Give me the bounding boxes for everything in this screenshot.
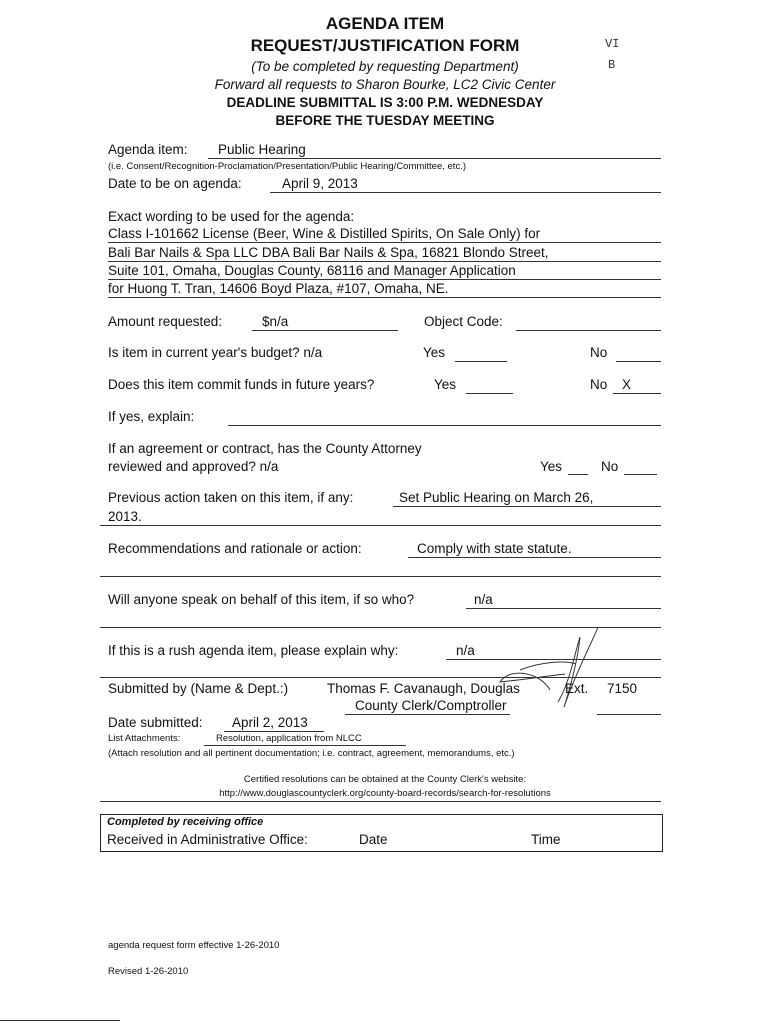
exact-wording-label: Exact wording to be used for the agenda: xyxy=(108,209,355,224)
agenda-item-hint: (i.e. Consent/Recognition-Proclamation/Presentation/Public Hearing/Committee, etc.) xyxy=(108,161,466,172)
future-funds-no-mark[interactable]: X xyxy=(622,377,632,392)
recommendations-rule-2 xyxy=(100,576,661,577)
submitted-by-dept-rule xyxy=(345,714,510,715)
budget-yes-label: Yes xyxy=(423,345,446,360)
attachments-note: (Attach resolution and all pertinent documentation; i.e. contract, agreement, memorandums, etc.) xyxy=(108,748,515,759)
footer-effective: agenda request form effective 1-26-2010 xyxy=(108,940,280,951)
exact-wording-line-1[interactable]: Class I-101662 License (Beer, Wine & Distilled Spirits, On Sale Only) for xyxy=(108,226,541,241)
exact-wording-rule-2 xyxy=(108,261,661,262)
agreement-no-field[interactable] xyxy=(624,474,657,475)
future-funds-question: Does this item commit funds in future years? xyxy=(108,377,375,392)
previous-action-label: Previous action taken on this item, if any: xyxy=(108,490,354,505)
exact-wording-rule-1 xyxy=(108,242,661,243)
form-subtitle: REQUEST/JUSTIFICATION FORM xyxy=(250,36,520,55)
receiving-office-box xyxy=(100,814,663,852)
agenda-item-line xyxy=(208,158,661,159)
margin-mark-2: B xyxy=(608,58,616,72)
budget-no-label: No xyxy=(590,345,608,360)
submitted-by-label: Submitted by (Name & Dept.:) xyxy=(108,681,289,696)
future-funds-no-label: No xyxy=(590,377,608,392)
attachments-label: List Attachments: xyxy=(108,733,181,744)
submitted-by-name[interactable]: Thomas F. Cavanaugh, Douglas xyxy=(327,681,520,696)
budget-no-field[interactable] xyxy=(616,361,661,362)
certified-url[interactable]: http://www.douglascountyclerk.org/county-board-records/search-for-resolutions xyxy=(219,788,551,799)
exact-wording-line-3[interactable]: Suite 101, Omaha, Douglas County, 68116 and Manager Application xyxy=(108,263,516,278)
form-title: AGENDA ITEM xyxy=(325,14,445,33)
certified-note: Certified resolutions can be obtained at the County Clerk's website: xyxy=(243,774,527,785)
agreement-yes-field[interactable] xyxy=(568,474,588,475)
speakers-rule-1 xyxy=(466,608,661,609)
date-submitted-label: Date submitted: xyxy=(108,715,203,730)
attachments-value[interactable]: Resolution, application from NLCC xyxy=(216,733,362,744)
submitted-by-ext-label: Ext. xyxy=(565,681,589,696)
amount-line xyxy=(252,330,398,331)
exact-wording-line-2[interactable]: Bali Bar Nails & Spa LLC DBA Bali Bar Nails & Spa, 16821 Blondo Street, xyxy=(108,245,549,260)
previous-action-value-1[interactable]: Set Public Hearing on March 26, xyxy=(399,490,594,505)
previous-action-value-2[interactable]: 2013. xyxy=(108,509,142,524)
budget-question: Is item in current year's budget? n/a xyxy=(108,345,323,360)
previous-action-rule-2 xyxy=(100,525,661,526)
object-code-field[interactable] xyxy=(516,330,661,331)
submitted-by-ext-rule xyxy=(597,714,661,715)
agenda-item-value[interactable]: Public Hearing xyxy=(218,142,306,157)
date-submitted-rule xyxy=(224,731,324,732)
exact-wording-rule-4 xyxy=(108,297,661,298)
amount-label: Amount requested: xyxy=(108,314,223,329)
future-funds-yes-label: Yes xyxy=(434,377,457,392)
agreement-no-label: No xyxy=(601,459,619,474)
instruction-line-1: (To be completed by requesting Department) xyxy=(251,59,519,74)
exact-wording-rule-3 xyxy=(108,279,661,280)
submitted-by-dept[interactable]: County Clerk/Comptroller xyxy=(355,698,507,713)
received-label: Received in Administrative Office: xyxy=(107,832,308,847)
amount-value[interactable]: $n/a xyxy=(262,314,289,329)
recommendations-label: Recommendations and rationale or action: xyxy=(108,541,362,556)
exact-wording-line-4[interactable]: for Huong T. Tran, 14606 Boyd Plaza, #107, Omaha, NE. xyxy=(108,281,449,296)
date-on-agenda-line xyxy=(270,192,661,193)
agenda-item-label: Agenda item: xyxy=(108,142,188,157)
if-yes-field[interactable] xyxy=(228,425,661,426)
page-bottom-rule xyxy=(0,1020,120,1021)
date-submitted-value[interactable]: April 2, 2013 xyxy=(232,715,308,730)
rush-value[interactable]: n/a xyxy=(456,643,475,658)
future-funds-no-field xyxy=(613,393,661,394)
instruction-line-2: Forward all requests to Sharon Bourke, LC2 Civic Center xyxy=(214,77,556,92)
certified-rule xyxy=(100,801,661,802)
received-date-label[interactable]: Date xyxy=(359,832,388,847)
deadline-line-1: DEADLINE SUBMITTAL IS 3:00 P.M. WEDNESDAY xyxy=(226,95,544,110)
recommendations-value[interactable]: Comply with state statute. xyxy=(417,541,572,556)
deadline-line-2: BEFORE THE TUESDAY MEETING xyxy=(275,113,495,128)
budget-yes-field[interactable] xyxy=(455,361,507,362)
footer-revised: Revised 1-26-2010 xyxy=(108,966,189,977)
agreement-line-2: reviewed and approved? n/a xyxy=(108,459,279,474)
receiving-office-heading: Completed by receiving office xyxy=(107,816,264,828)
rush-label: If this is a rush agenda item, please explain why: xyxy=(108,643,399,658)
date-on-agenda-value[interactable]: April 9, 2013 xyxy=(282,176,358,191)
margin-mark-1: VI xyxy=(605,37,620,51)
previous-action-rule-1 xyxy=(393,506,661,507)
object-code-label: Object Code: xyxy=(424,314,503,329)
future-funds-yes-field[interactable] xyxy=(466,393,513,394)
received-time-label[interactable]: Time xyxy=(531,832,561,847)
attachments-rule xyxy=(204,745,406,746)
agreement-line-1: If an agreement or contract, has the County Attorney xyxy=(108,441,422,456)
if-yes-label: If yes, explain: xyxy=(108,409,195,424)
agreement-yes-label: Yes xyxy=(540,459,563,474)
speakers-label: Will anyone speak on behalf of this item, if so who? xyxy=(108,592,415,607)
speakers-value[interactable]: n/a xyxy=(474,592,493,607)
date-on-agenda-label: Date to be on agenda: xyxy=(108,176,242,191)
recommendations-rule-1 xyxy=(408,557,661,558)
submitted-by-ext[interactable]: 7150 xyxy=(607,681,638,696)
